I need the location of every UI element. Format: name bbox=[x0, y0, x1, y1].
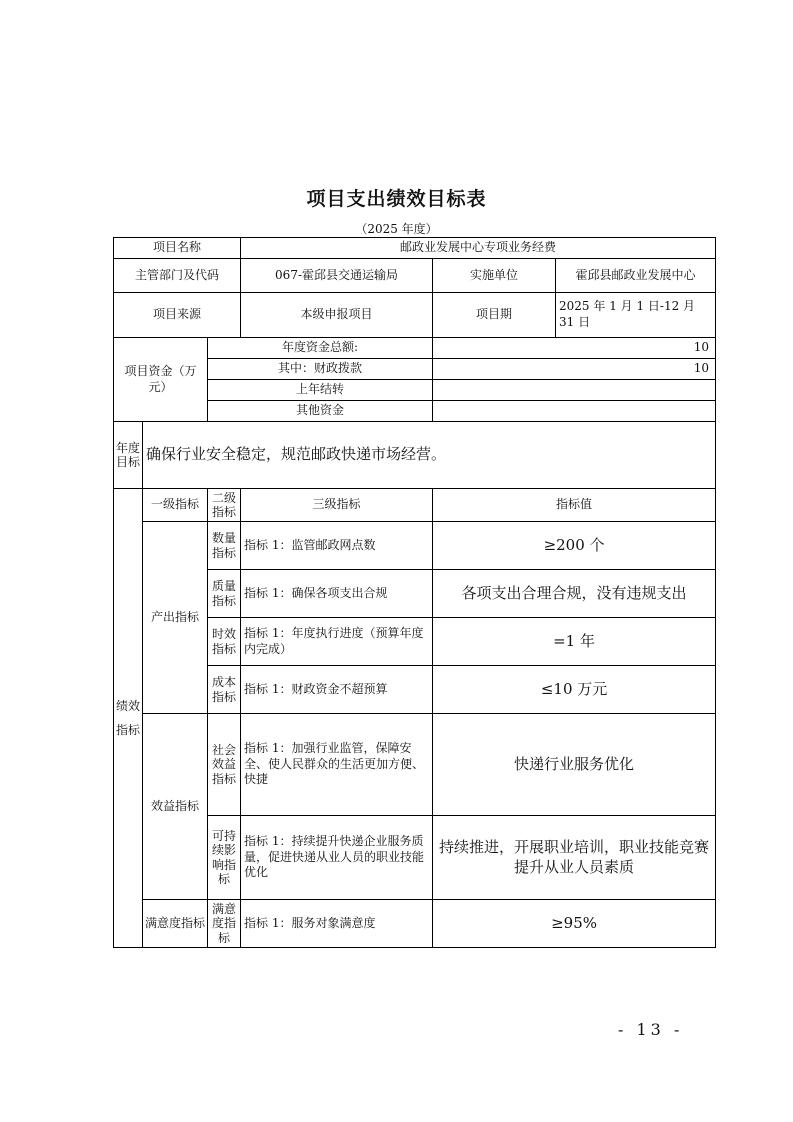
quality-indicator-value: 各项支出合理合规，没有违规支出 bbox=[433, 570, 716, 618]
social-benefit-desc: 指标 1：加强行业监管，保障安全、使人民群众的生活更加方便、快捷 bbox=[241, 714, 433, 816]
sustainable-impact-value: 持续推进，开展职业培训，职业技能竞赛提升从业人员素质 bbox=[433, 816, 716, 900]
page-title: 项目支出绩效目标表 bbox=[306, 188, 487, 210]
cost-indicator-desc: 指标 1：财政资金不超预算 bbox=[241, 666, 433, 714]
annual-goal-text: 确保行业安全稳定，规范邮政快递市场经营。 bbox=[143, 422, 716, 489]
cost-indicator-label: 成本指标 bbox=[208, 666, 241, 714]
social-benefit-value: 快递行业服务优化 bbox=[433, 714, 716, 816]
funds-total-label: 年度资金总额: bbox=[208, 338, 433, 359]
social-benefit-label: 社会效益指标 bbox=[208, 714, 241, 816]
sustainable-impact-desc: 指标 1：持续提升快递企业服务质量，促进快递从业人员的职业技能优化 bbox=[241, 816, 433, 900]
header-level1: 一级指标 bbox=[143, 489, 208, 522]
funds-other-label: 其他资金 bbox=[208, 401, 433, 422]
quantity-indicator-desc: 指标 1：监管邮政网点数 bbox=[241, 522, 433, 570]
year-subtitle: （2025 年度） bbox=[355, 222, 438, 236]
satisfaction-desc: 指标 1：服务对象满意度 bbox=[241, 900, 433, 948]
quality-indicator-label: 质量指标 bbox=[208, 570, 241, 618]
source-value: 本级申报项目 bbox=[241, 293, 433, 338]
quantity-indicator-value: ≥200 个 bbox=[433, 522, 716, 570]
satisfaction-level1-label: 满意度指标 bbox=[143, 900, 208, 948]
dept-value: 067-霍邱县交通运输局 bbox=[241, 259, 433, 293]
funds-carryover-value bbox=[433, 380, 716, 401]
sustainable-impact-label: 可持续影响指标 bbox=[208, 816, 241, 900]
funds-fiscal-value: 10 bbox=[433, 359, 716, 380]
performance-label: 绩效指标 bbox=[114, 489, 143, 948]
timeliness-indicator-value: =1 年 bbox=[433, 618, 716, 666]
funds-total-value: 10 bbox=[433, 338, 716, 359]
funds-label: 项目资金（万元） bbox=[114, 338, 208, 422]
cost-indicator-value: ≤10 万元 bbox=[433, 666, 716, 714]
header-level2: 二级指标 bbox=[208, 489, 241, 522]
funds-fiscal-label: 其中：财政拨款 bbox=[208, 359, 433, 380]
impl-unit-value: 霍邱县邮政业发展中心 bbox=[556, 259, 716, 293]
output-indicator-label: 产出指标 bbox=[143, 522, 208, 714]
quality-indicator-desc: 指标 1：确保各项支出合规 bbox=[241, 570, 433, 618]
header-level3: 三级指标 bbox=[241, 489, 433, 522]
timeliness-indicator-desc: 指标 1：年度执行进度（预算年度内完成） bbox=[241, 618, 433, 666]
page-number: - 13 - bbox=[618, 1020, 684, 1039]
performance-target-table bbox=[113, 237, 716, 948]
benefit-indicator-label: 效益指标 bbox=[143, 714, 208, 900]
annual-goal-label: 年度目标 bbox=[114, 422, 143, 489]
funds-other-value bbox=[433, 401, 716, 422]
project-name-label: 项目名称 bbox=[114, 238, 241, 259]
satisfaction-value: ≥95% bbox=[433, 900, 716, 948]
quantity-indicator-label: 数量指标 bbox=[208, 522, 241, 570]
dept-label: 主管部门及代码 bbox=[114, 259, 241, 293]
period-value: 2025 年 1 月 1 日-12 月 31 日 bbox=[556, 293, 716, 338]
source-label: 项目来源 bbox=[114, 293, 241, 338]
impl-unit-label: 实施单位 bbox=[433, 259, 556, 293]
funds-carryover-label: 上年结转 bbox=[208, 380, 433, 401]
project-name-value: 邮政业发展中心专项业务经费 bbox=[241, 238, 716, 259]
satisfaction-level2-label: 满意度指标 bbox=[208, 900, 241, 948]
header-value: 指标值 bbox=[433, 489, 716, 522]
period-label: 项目期 bbox=[433, 293, 556, 338]
timeliness-indicator-label: 时效指标 bbox=[208, 618, 241, 666]
